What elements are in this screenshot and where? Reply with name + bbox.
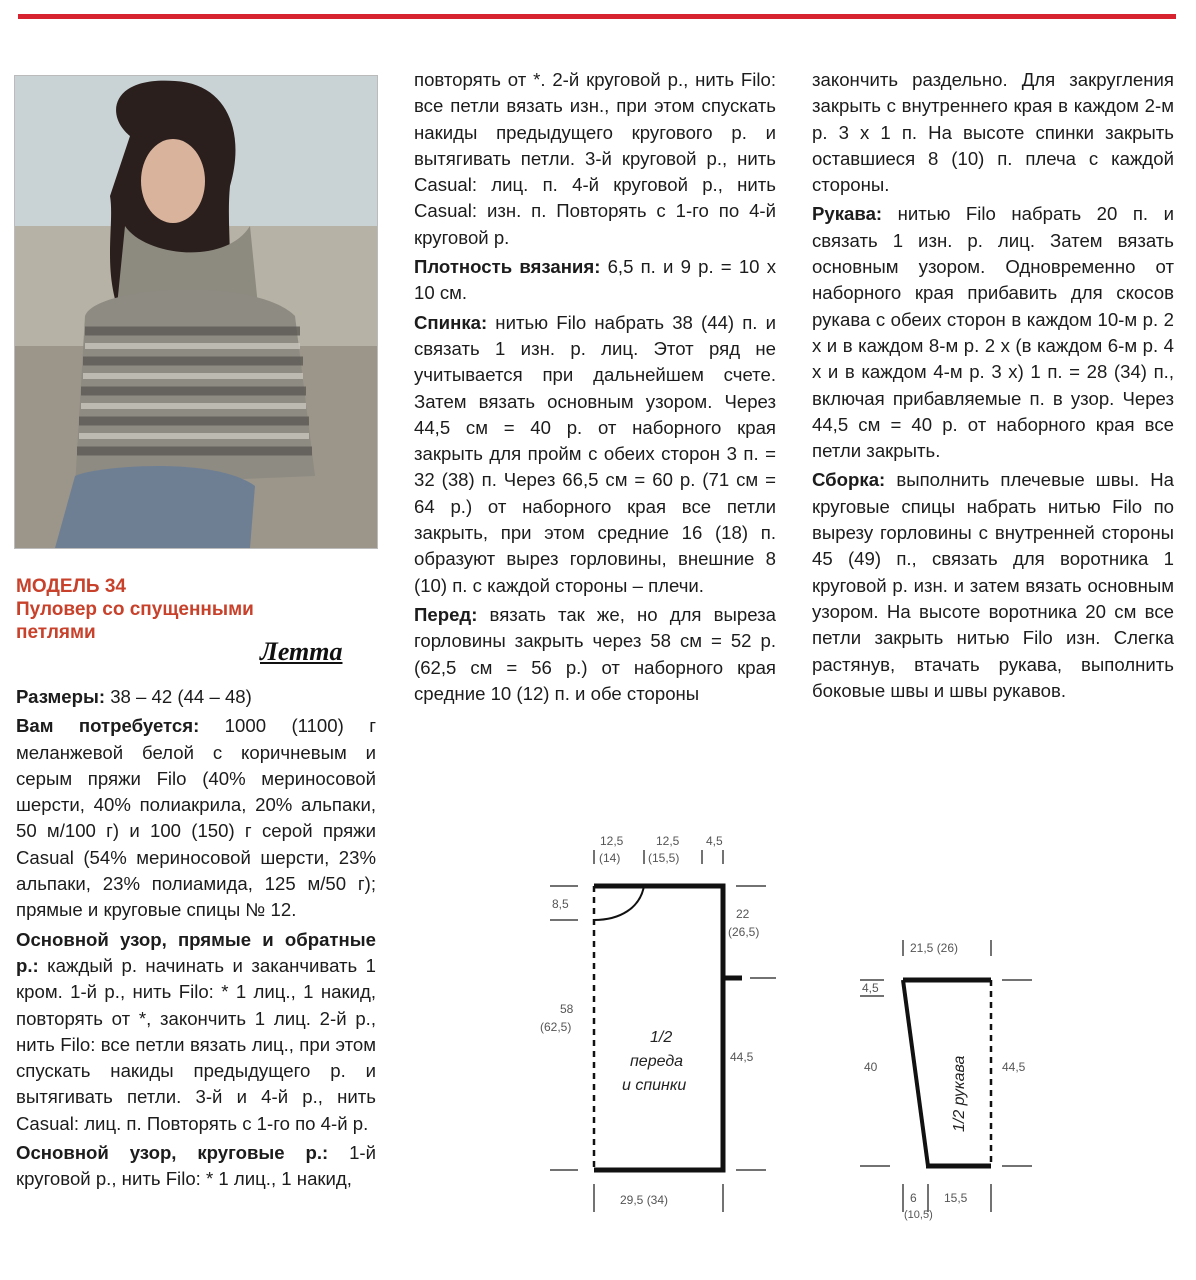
model-photo (14, 75, 378, 549)
body-label-line3: и спинки (622, 1077, 687, 1094)
pattern-round-paragraph (16, 1140, 376, 1193)
body-dim-top2: 12,5 (656, 834, 680, 848)
body-dim-height: 58 (560, 1002, 574, 1016)
body-dim-top3: 4,5 (706, 834, 723, 848)
text-column-3 (812, 67, 1174, 707)
materials-text: 1000 (1100) г меланжевой белой с коричневым и серым пряжи Filo (40% мериносовой шерсти, 40% полиакрила, 20% альпаки, 50 м/100 г) и 100 (150) г серой пряжи Casual (54% мериносовой шерсти, 23% альпаки, 23% полиамида, 125 м/50 г); прямые и круговые спицы № 12. (16, 715, 376, 921)
sizes-paragraph (16, 684, 376, 710)
watermark: Летта (260, 637, 343, 666)
body-dim-top1: 12,5 (600, 834, 624, 848)
body-dim-bottom: 29,5 (34) (620, 1193, 669, 1207)
body-dim-neck: 8,5 (552, 897, 569, 911)
text-column-1 (16, 684, 376, 1196)
pattern-round-continued: повторять от *. 2-й круговой р., нить Filo: все петли вязать изн., при этом спускать накиды предыдущего кругового р. и вытягивать петли. 3-й круговой р., нить Casual: лиц. п. 4-й круговой р., нить Casual: изн. п. Повторять с 1-го по 4-й круговой р. (414, 69, 776, 248)
body-label-fraction: 1/2 (650, 1029, 673, 1046)
pattern-flat-label: Основной узор, прямые и обратные р.: (16, 928, 376, 976)
materials-paragraph (16, 713, 376, 923)
materials-label: Вам потребуется: (16, 715, 200, 737)
model-number: МОДЕЛЬ 34 (16, 576, 126, 597)
front-label: Перед: (414, 603, 478, 625)
model-heading (16, 575, 376, 644)
top-red-rule (18, 14, 1176, 19)
pattern-flat-paragraph (16, 927, 376, 1137)
assembly-text: выполнить плечевые швы. На круговые спицы набрать нитью Filo по вырезу горловины с внутренней стороны 45 (49) п., связать для воротника 1 круговой р. изн. и затем вязать основным узором. На высоте воротника 20 см все петли закрыть нитью Filo изн. Слегка растянув, втачать рукава, выполнить боковые швы и швы рукавов. (812, 469, 1174, 701)
sleeve-dim-bottom-left: 6 (910, 1191, 917, 1205)
back-paragraph (414, 310, 776, 599)
back-label: Спинка: (414, 311, 488, 333)
body-dim-armhole: 22 (736, 907, 750, 921)
sleeves-text: нитью Filo набрать 20 п. и связать 1 изн. р. лиц. Затем вязать основным узором. Одновременно от наборного края прибавить для скосов рукава с обеих сторон в каждом 10-м р. 2 х и в каждом 8-м р. 2 х (в каждом 6-м р. 4 х и в каждом 4-м р. 3 х) 1 п. = 28 (34) п., включая прибавляемые п. в узор. Через 44,5 см = 40 р. от наборного края все петли закрыть. (812, 203, 1174, 462)
sizes-text: 38 – 42 (44 – 48) (105, 686, 252, 707)
body-dim-top1b: (14) (599, 851, 621, 865)
sizes-label: Размеры: (16, 686, 106, 707)
density-label: Плотность вязания: (414, 256, 601, 278)
front-text: вязать так же, но для выреза горловины закрыть через 58 см = 52 р. (62,5 см = 56 р.) от наборного края средние 10 (12) п. и обе стороны (414, 603, 776, 704)
sleeve-label: 1/2 рукава (951, 1055, 968, 1132)
body-dim-armhole-b: (26,5) (728, 925, 760, 939)
text-column-2 (414, 67, 776, 710)
pattern-diagram (520, 820, 1080, 1240)
density-text: 6,5 п. и 9 р. = 10 х 10 см. (414, 256, 776, 304)
front-continued: закончить раздельно. Для закругления закрыть с внутреннего края в каждом 2-м р. 3 х 1 п. На высоте спинки закрыть оставшиеся 8 (10) п. плеча с каждой стороны. (812, 69, 1174, 196)
body-schematic (540, 834, 776, 1212)
model-title-line2: петлями (16, 622, 96, 643)
body-dim-top2b: (15,5) (648, 851, 680, 865)
density-paragraph (414, 254, 776, 307)
pattern-round-text: 1-й круговой р., нить Filo: * 1 лиц., 1 накид, (16, 1142, 376, 1190)
pattern-round-label: Основной узор, круговые р.: (16, 1142, 329, 1164)
sleeve-dim-bottom-right: 15,5 (944, 1191, 968, 1205)
sleeve-dim-left-top: 4,5 (862, 981, 879, 995)
front-paragraph (414, 602, 776, 707)
assembly-label: Сборка: (812, 469, 886, 491)
assembly-paragraph (812, 467, 1174, 704)
sleeve-dim-top: 21,5 (26) (910, 941, 959, 955)
body-dim-side: 44,5 (730, 1050, 754, 1064)
sleeves-paragraph (812, 201, 1174, 464)
sleeve-dim-bottom-left-b: (10,5) (904, 1209, 933, 1221)
sleeve-dim-left: 40 (864, 1060, 878, 1074)
body-label-line2: переда (630, 1053, 684, 1070)
model-title-line1: Пуловер со спущенными (16, 599, 254, 620)
sleeve-schematic (860, 940, 1032, 1221)
body-dim-height-b: (62,5) (540, 1020, 572, 1034)
back-text: нитью Filo набрать 38 (44) п. и связать 1 изн. р. лиц. Этот ряд не учитывается при дальнейшем счете. Затем вязать основным узором. Через 44,5 см = 40 р. от наборного края закрыть для пройм с обеих сторон 3 п. = 32 (38) п. Через 66,5 см = 60 р. (71 см = 64 р.) от наборного края все петли закрыть, при этом средние 16 (18) п. образуют вырез горловины, внешние 8 (10) п. с каждой стороны – плечи. (414, 311, 776, 596)
sleeves-label: Рукава: (812, 203, 883, 225)
sleeve-dim-right: 44,5 (1002, 1060, 1026, 1074)
pattern-flat-text: каждый р. начинать и заканчивать 1 кром. 1-й р., нить Filo: * 1 лиц., 1 накид, повторять от *, закончить 1 лиц. 2-й р., нить Filo: все петли вязать лиц., при этом спускать накиды предыдущего р. и вытягивать петли. 3-й и 4-й р., нить Casual: лиц. п. Повторять с 1-го по 4-й р. (16, 954, 376, 1134)
